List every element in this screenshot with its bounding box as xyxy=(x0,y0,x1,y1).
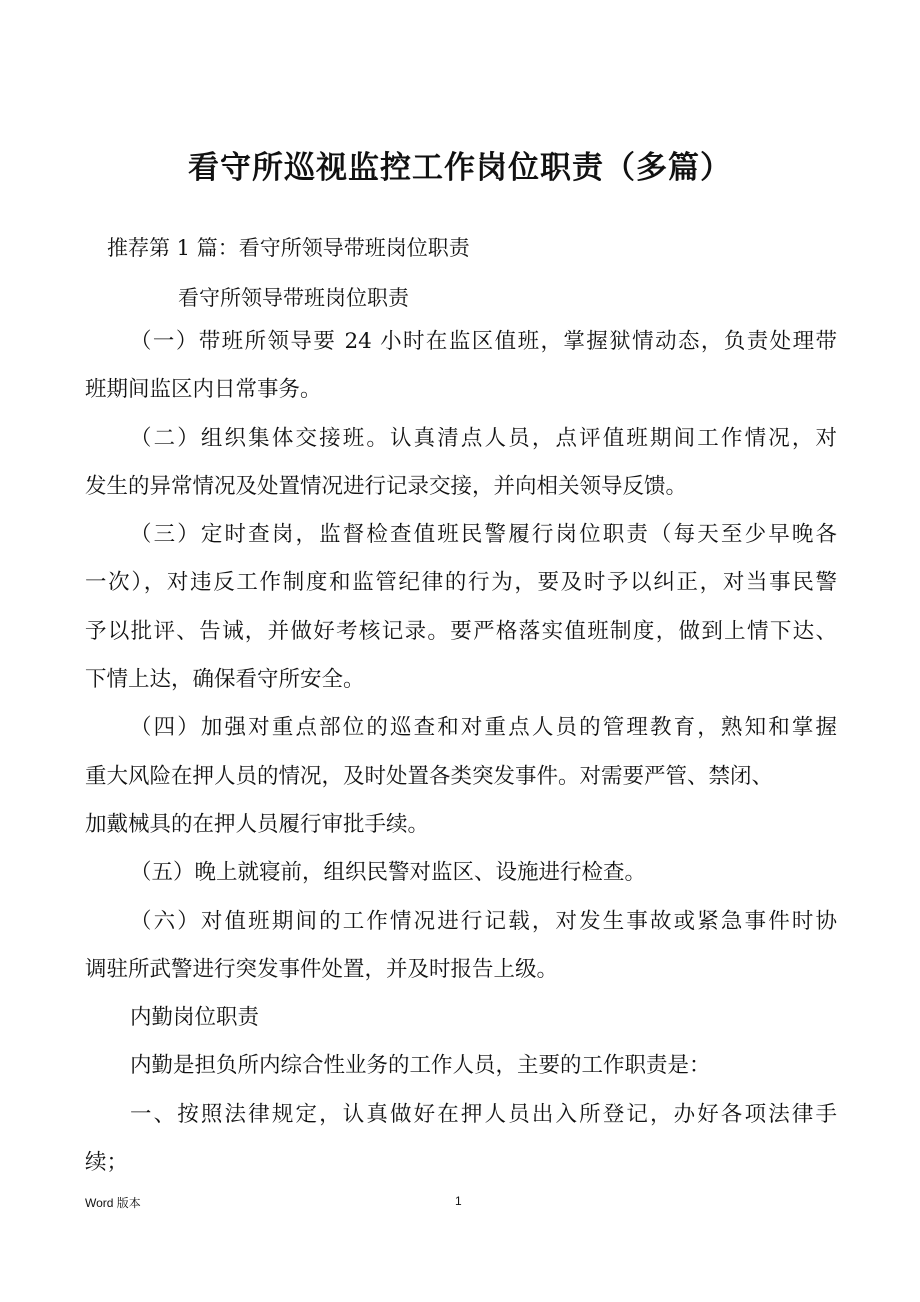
footer-label: Word 版本 xyxy=(85,1196,141,1210)
text-line: 班期间监区内日常事务。 xyxy=(85,377,322,403)
text-line: （一）带班所领导要 24 小时在监区值班，掌握狱情动态，负责处理带 xyxy=(130,329,837,354)
text-line: 加戴械具的在押人员履行审批手续。 xyxy=(85,811,430,837)
document-body xyxy=(85,322,837,1191)
text-line: 内勤是担负所内综合性业务的工作人员，主要的工作职责是： xyxy=(130,1053,711,1079)
recommend-heading: 推荐第 1 篇：看守所领导带班岗位职责 xyxy=(107,236,470,260)
text-line: （六）对值班期间的工作情况进行记载，对发生事故或紧急事件时协 xyxy=(130,908,837,934)
text-line: 一、按照法律规定，认真做好在押人员出入所登记，办好各项法律手 xyxy=(130,1101,837,1127)
page-number: 1 xyxy=(455,1194,462,1208)
text-line: 发生的异常情况及处置情况进行记录交接，并向相关领导反馈。 xyxy=(85,473,688,499)
text-line: 内勤岗位职责 xyxy=(130,1005,260,1031)
text-line: 一次），对违反工作制度和监管纪律的行为，要及时予以纠正，对当事民警 xyxy=(85,570,837,596)
text-line: 予以批评、告诫，并做好考核记录。要严格落实值班制度，做到上情下达、 xyxy=(85,618,837,644)
document-title: 看守所巡视监控工作岗位职责（多篇） xyxy=(188,150,732,186)
text-line: （五）晚上就寝前，组织民警对监区、设施进行检查。 xyxy=(130,860,647,886)
text-line: （二）组织集体交接班。认真清点人员，点评值班期间工作情况，对 xyxy=(130,425,837,451)
text-line: （三）定时查岗，监督检查值班民警履行岗位职责（每天至少早晚各 xyxy=(130,522,837,548)
text-line: 下情上达，确保看守所安全。 xyxy=(85,667,365,693)
text-line: 重大风险在押人员的情况，及时处置各类突发事件。对需要严管、禁闭、 xyxy=(85,763,774,789)
text-line: （四）加强对重点部位的巡查和对重点人员的管理教育，熟知和掌握 xyxy=(130,715,837,741)
text-line: 调驻所武警进行突发事件处置，并及时报告上级。 xyxy=(85,956,559,982)
section-title: 看守所领导带班岗位职责 xyxy=(178,286,409,310)
text-line: 续； xyxy=(85,1150,129,1176)
